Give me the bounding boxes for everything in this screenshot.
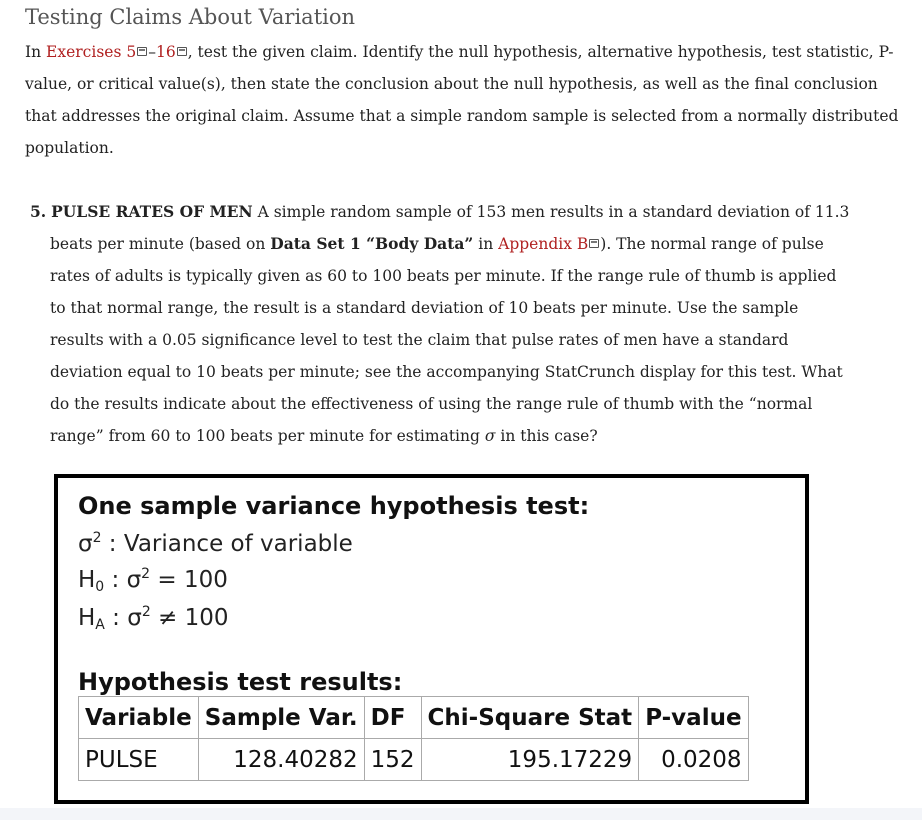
col-df: DF (364, 697, 421, 739)
ha-sigma: σ (127, 605, 142, 631)
exercise-title: PULSE RATES OF MEN (51, 202, 253, 221)
results-title: Hypothesis test results: (78, 668, 403, 696)
section-heading: Testing Claims About Variation (25, 5, 356, 29)
exercise-text-1: A simple random sample of 153 men results in a standard deviation of 11.3 beats per minute (based on (50, 203, 850, 253)
intro-paragraph (25, 36, 905, 164)
h0-value: = 100 (150, 567, 228, 593)
cell-p-value: 0.0208 (639, 739, 748, 781)
col-sample-var: Sample Var. (198, 697, 364, 739)
cell-chi-square: 195.17229 (421, 739, 639, 781)
ha-colon: : (104, 605, 128, 631)
ha-value: ≠ 100 (150, 605, 229, 631)
alternative-hypothesis (78, 604, 229, 633)
exercise-text-3: ). The normal range of pulse rates of adults is typically given as 60 to 100 beats per minute. If the range rule of thumb is applied to that normal range, the result is a standard deviation of 10 beats per minute. Use the sample results with a 0.05 significance level to test the claim that pulse rates of men have a standard deviation equal to 10 beats per minute; see the accompanying StatCrunch display for this test. What do the results indicate about the effectiveness of using the range rule of thumb with the “normal range” from 60 to 100 beats per minute for estimating (50, 235, 843, 445)
intro-text: , test the given claim. Identify the null hypothesis, alternative hypothesis, test statistic, P-value, or critical value(s), then state the conclusion about the null hypothesis, as well as the final conclusion that addresses the original claim. Assume that a simple random sample is selected from a normally distributed population. (25, 43, 899, 157)
exercises-16-label: 16 (155, 43, 176, 61)
squared-sup: 2 (92, 530, 102, 546)
exercises-5-label: Exercises 5 (46, 43, 137, 61)
exercises-16-link[interactable] (156, 43, 188, 61)
cell-variable: PULSE (79, 739, 199, 781)
sigma-symbol: σ (484, 427, 496, 445)
variance-desc: : Variance of variable (101, 531, 353, 557)
range-dash: – (148, 43, 156, 61)
external-link-icon (137, 47, 147, 56)
page-bottom-band (0, 808, 922, 820)
exercise-body (30, 196, 850, 452)
external-link-icon (589, 239, 599, 248)
exercise-text-4: in this case? (495, 427, 598, 445)
h0-sub: 0 (95, 579, 105, 595)
cell-df: 152 (364, 739, 421, 781)
ha-squared: 2 (141, 604, 151, 620)
exercise-number: 5. (30, 202, 47, 221)
statcrunch-title: One sample variance hypothesis test: (78, 492, 590, 520)
col-variable: Variable (79, 697, 199, 739)
col-p-value: P-value (639, 697, 748, 739)
appendix-b-label: Appendix B (498, 235, 589, 253)
data-set-name: Data Set 1 “Body Data” (270, 234, 474, 253)
exercise-text-2: in (473, 235, 499, 253)
results-table (78, 696, 749, 781)
h0-sigma: σ (126, 567, 142, 593)
statcrunch-display (54, 474, 809, 804)
h0-colon: : (104, 567, 127, 593)
col-chi-square: Chi-Square Stat (421, 697, 639, 739)
null-hypothesis (78, 566, 228, 595)
intro-prefix: In (25, 43, 47, 61)
cell-sample-var: 128.40282 (198, 739, 364, 781)
ha-label: H (78, 605, 96, 631)
h0-label: H (78, 567, 96, 593)
ha-sub: A (95, 617, 105, 633)
table-header-row (79, 697, 749, 739)
exercises-5-link[interactable] (46, 43, 148, 61)
variance-definition (78, 530, 353, 557)
table-row (79, 739, 749, 781)
sigma-glyph: σ (78, 531, 93, 557)
h0-squared: 2 (141, 566, 151, 582)
external-link-icon (177, 47, 187, 56)
appendix-b-link[interactable] (498, 235, 600, 253)
exercise-5 (30, 196, 850, 452)
